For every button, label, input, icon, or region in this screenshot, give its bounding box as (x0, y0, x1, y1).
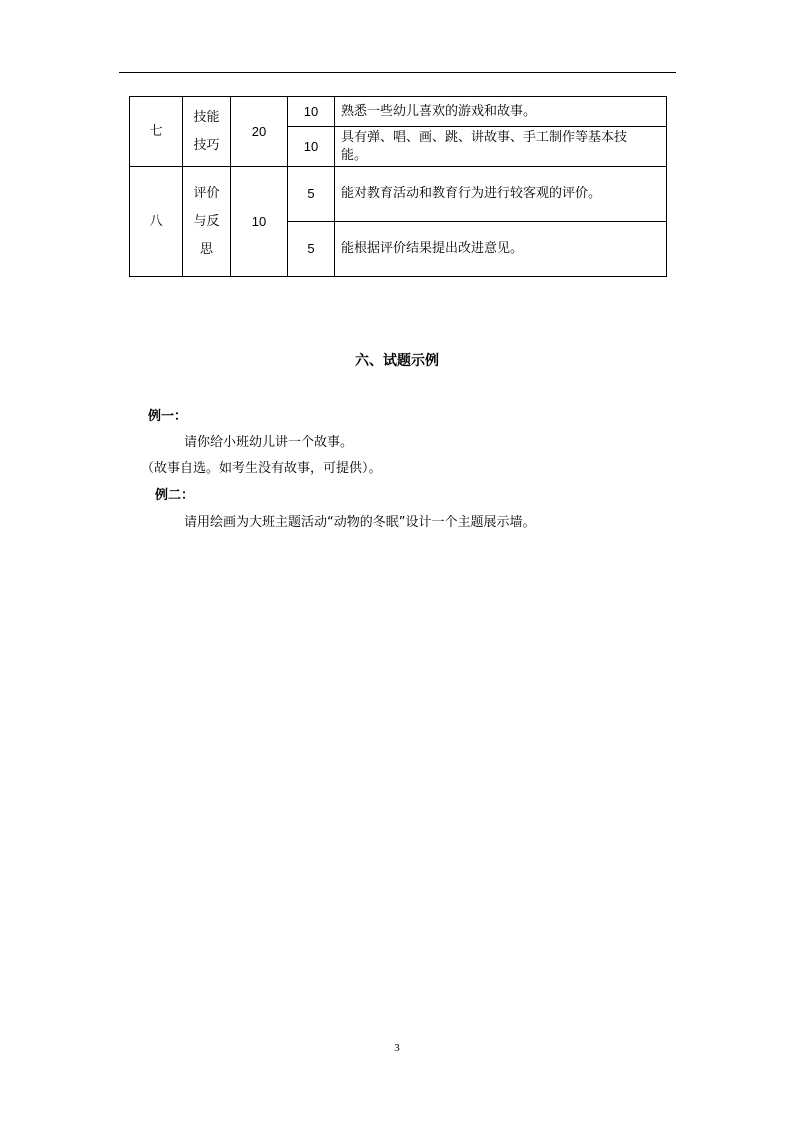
table-row (130, 97, 667, 127)
example-1-text: 请你给小班幼儿讲一个故事。 (184, 435, 354, 450)
item-score: 20 (231, 97, 288, 167)
example-1-label: 例一： (148, 409, 188, 424)
header-rule (119, 72, 676, 73)
sub-score: 10 (288, 97, 335, 127)
criterion-text: 能根据评价结果提出改进意见。 (335, 222, 667, 277)
criterion-line: 能。 (341, 147, 368, 163)
item-name-line: 技巧 (193, 137, 220, 153)
criterion-text: 能对教育活动和教育行为进行较客观的评价。 (335, 167, 667, 222)
item-score: 10 (231, 167, 288, 277)
item-number: 八 (130, 167, 183, 277)
item-name-line: 评价 (193, 185, 220, 201)
section-title: 六、试题示例 (355, 353, 439, 369)
sub-score: 10 (288, 127, 335, 167)
sub-score: 5 (288, 167, 335, 222)
item-name-line: 思 (199, 241, 213, 257)
item-name-line: 技能 (193, 109, 220, 125)
item-name-line: 与反 (193, 213, 220, 229)
item-number: 七 (130, 97, 183, 167)
assessment-table (129, 96, 667, 277)
sub-score: 5 (288, 222, 335, 277)
item-name (183, 167, 231, 277)
example-2-text: 请用绘画为大班主题活动“动物的冬眠”设计一个主题展示墙。 (184, 515, 536, 530)
criterion-text: 熟悉一些幼儿喜欢的游戏和故事。 (335, 97, 667, 127)
criterion-line: 具有弹、唱、画、跳、讲故事、手工制作等基本技 (341, 129, 628, 145)
table-row (130, 167, 667, 222)
criterion-text (335, 127, 667, 167)
example-1-note: （故事自选。如考生没有故事，可提供）。 (141, 461, 382, 476)
item-name (183, 97, 231, 167)
page-number: 3 (394, 1042, 400, 1054)
example-2-label: 例二： (155, 488, 195, 503)
